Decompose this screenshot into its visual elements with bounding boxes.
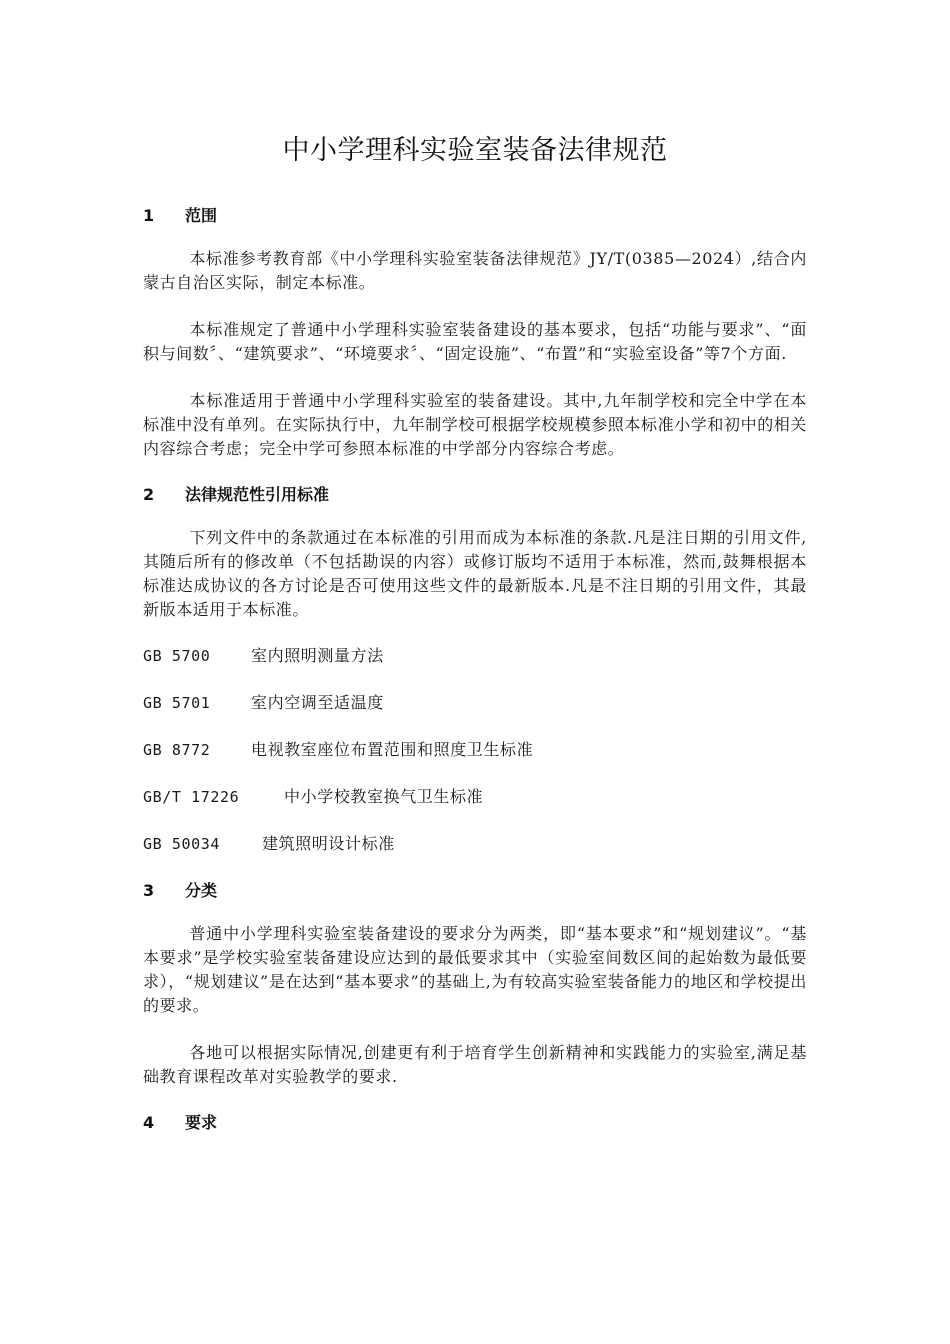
reference-code: GB 5700	[143, 647, 211, 665]
reference-item	[143, 739, 807, 761]
section-number: 1	[143, 206, 155, 225]
section-number: 4	[143, 1113, 155, 1132]
document-page	[143, 128, 807, 1154]
reference-item	[143, 833, 807, 855]
reference-title: 建筑照明设计标准	[262, 834, 395, 853]
section-heading-classification	[143, 880, 807, 902]
reference-item	[143, 786, 807, 808]
paragraph: 各地可以根据实际情况,创建更有利于培育学生创新精神和实践能力的实验室,满足基础教育课程改革对实验教学的要求.	[143, 1043, 807, 1086]
reference-code: GB 50034	[143, 835, 221, 853]
section-title: 分类	[185, 881, 218, 900]
reference-title: 电视教室座位布置范围和照度卫生标准	[251, 740, 534, 759]
reference-item	[143, 645, 807, 667]
paragraph: 普通中小学理科实验室装备建设的要求分为两类，即“基本要求”和“规划建议”。“基本要求”是学校实验室装备建设应达到的最低要求其中（实验室间数区间的起始数为最低要求），“规划建议”是在达到“基本要求”的基础上,为有较高实验室装备能力的地区和学校提出的要求。	[143, 924, 807, 1015]
paragraph: 本标准规定了普通中小学理科实验室装备建设的基本要求，包括“功能与要求”、“面积与间数〞、“建筑要求”、“环境要求〞、“固定设施”、“布置”和“实验室设备”等7个方面.	[143, 320, 807, 363]
reference-code: GB/T 17226	[143, 788, 240, 806]
document-title: 中小学理科实验室装备法律规范	[282, 135, 668, 166]
reference-item	[143, 692, 807, 714]
reference-title: 室内空调至适温度	[251, 693, 384, 712]
section-title: 要求	[185, 1113, 218, 1132]
paragraph: 本标准适用于普通中小学理科实验室的装备建设。其中,九年制学校和完全中学在本标准中没有单列。在实际执行中，九年制学校可根据学校规模参照本标准小学和初中的相关内容综合考虑；完全中学可参照本标准的中学部分内容综合考虑。	[143, 391, 808, 458]
paragraph: 本标准参考教育部《中小学理科实验室装备法律规范》JY/T(0385—2024）,结合内蒙古自治区实际，制定本标准。	[143, 249, 807, 292]
section-number: 3	[143, 881, 155, 900]
section-number: 2	[143, 485, 155, 504]
section-title: 范围	[185, 206, 218, 225]
reference-code: GB 5701	[143, 694, 211, 712]
section-heading-scope	[143, 205, 807, 227]
section-heading-normative-references	[143, 484, 807, 506]
section-heading-requirements	[143, 1112, 807, 1134]
reference-title: 中小学校教室换气卫生标准	[284, 787, 484, 806]
reference-title: 室内照明测量方法	[251, 646, 384, 665]
reference-code: GB 8772	[143, 741, 211, 759]
paragraph: 下列文件中的条款通过在本标准的引用而成为本标准的条款.凡是注日期的引用文件,其随后所有的修改单（不包括勘误的内容）或修订版均不适用于本标准，然而,鼓舞根据本标准达成协议的各方讨论是否可使用这些文件的最新版本.凡是不注日期的引用文件，其最新版本适用于本标准。	[143, 528, 807, 619]
section-title: 法律规范性引用标准	[185, 485, 330, 504]
